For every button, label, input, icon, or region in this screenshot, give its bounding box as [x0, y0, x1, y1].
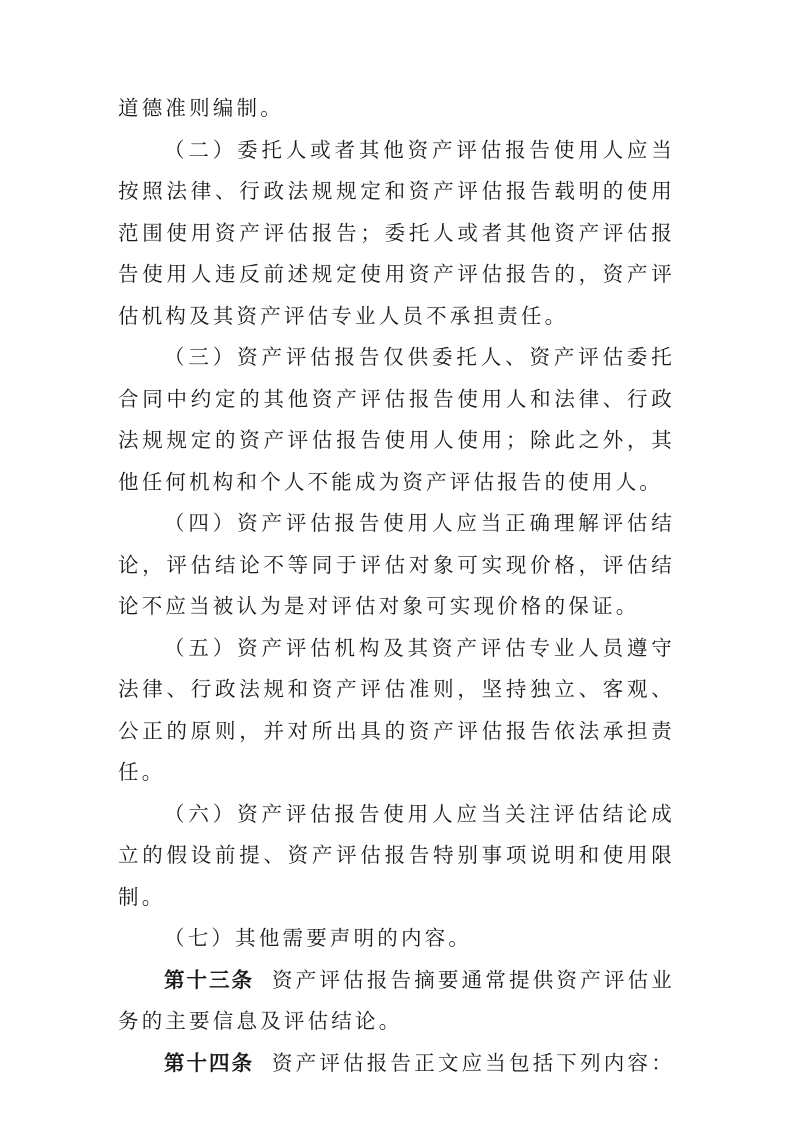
paragraph-continuation: 道德准则编制。 — [118, 96, 284, 120]
paragraph-item-4: （四）资产评估报告使用人应当正确理解评估结论，评估结论不等同于评估对象可实现价格，评估结论不应当被认为是对评估对象可实现价格的保证。 — [118, 511, 675, 618]
article-14-heading: 第十四条 — [164, 1050, 254, 1075]
paragraph-item-5: （五）资产评估机构及其资产评估专业人员遵守法律、行政法规和资产评估准则，坚持独立、客观、公正的原则，并对所出具的资产评估报告依法承担责任。 — [118, 635, 675, 784]
article-14-text: 资产评估报告正文应当包括下列内容： — [272, 1050, 675, 1075]
article-13-heading: 第十三条 — [164, 967, 255, 992]
paragraph-item-6: （六）资产评估报告使用人应当关注评估结论成立的假设前提、资产评估报告特别事项说明和使用限制。 — [118, 801, 675, 909]
paragraph-item-7: （七）其他需要声明的内容。 — [164, 926, 473, 950]
article-14 — [118, 1043, 675, 1085]
paragraph-item-2: （二）委托人或者其他资产评估报告使用人应当按照法律、行政法规规定和资产评估报告载明的使用范围使用资产评估报告；委托人或者其他资产评估报告使用人违反前述规定使用资产评估报告的，资产评估机构及其资产评估专业人员不承担责任。 — [118, 137, 675, 328]
paragraph-item-3: （三）资产评估报告仅供委托人、资产评估委托合同中约定的其他资产评估报告使用人和法律、行政法规规定的资产评估报告使用人使用；除此之外，其他任何机构和个人不能成为资产评估报告的使用人。 — [118, 345, 675, 494]
article-13 — [118, 960, 675, 1043]
article-13-text: 资产评估报告摘要通常提供资产评估业务的主要信息及评估结论。 — [118, 967, 676, 1033]
